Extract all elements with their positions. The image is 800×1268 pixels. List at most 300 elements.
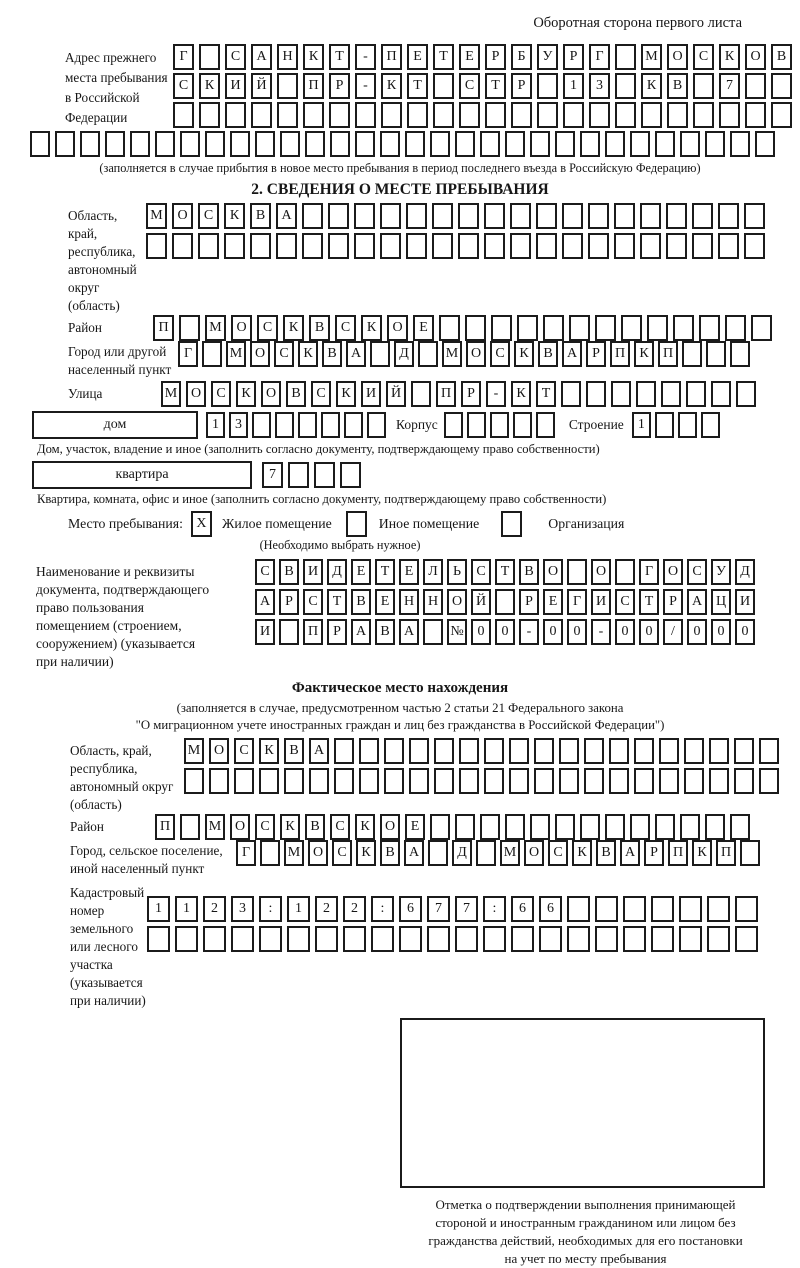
char-cell[interactable] — [719, 102, 740, 128]
char-cell[interactable] — [605, 131, 625, 157]
char-cell[interactable] — [706, 341, 726, 367]
char-cell[interactable]: Е — [407, 44, 428, 70]
char-cell[interactable]: Р — [563, 44, 584, 70]
char-cell[interactable] — [615, 102, 636, 128]
char-cell[interactable] — [621, 315, 642, 341]
char-cell[interactable] — [303, 102, 324, 128]
char-cell[interactable] — [705, 131, 725, 157]
char-cell[interactable] — [147, 926, 170, 952]
char-cell[interactable]: Д — [735, 559, 755, 585]
char-cell[interactable] — [680, 814, 700, 840]
char-cell[interactable]: - — [591, 619, 611, 645]
char-cell[interactable]: В — [279, 559, 299, 585]
char-cell[interactable]: В — [322, 341, 342, 367]
char-cell[interactable]: Р — [485, 44, 506, 70]
char-cell[interactable] — [480, 814, 500, 840]
char-cell[interactable] — [588, 203, 609, 229]
char-cell[interactable]: И — [303, 559, 323, 585]
char-cell[interactable] — [334, 738, 354, 764]
char-cell[interactable] — [428, 840, 448, 866]
char-cell[interactable]: Б — [511, 44, 532, 70]
char-cell[interactable] — [609, 738, 629, 764]
char-cell[interactable]: М — [146, 203, 167, 229]
char-cell[interactable] — [569, 315, 590, 341]
char-cell[interactable] — [735, 926, 758, 952]
char-cell[interactable] — [634, 738, 654, 764]
char-cell[interactable]: О — [663, 559, 683, 585]
char-cell[interactable]: К — [381, 73, 402, 99]
char-cell[interactable]: Д — [394, 341, 414, 367]
char-cell[interactable] — [586, 381, 606, 407]
char-cell[interactable] — [407, 102, 428, 128]
char-cell[interactable]: 6 — [511, 896, 534, 922]
char-cell[interactable] — [661, 381, 681, 407]
char-cell[interactable] — [359, 738, 379, 764]
char-cell[interactable]: Т — [639, 589, 659, 615]
char-cell[interactable]: К — [283, 315, 304, 341]
char-cell[interactable]: И — [255, 619, 275, 645]
char-cell[interactable] — [259, 768, 279, 794]
char-cell[interactable] — [251, 102, 272, 128]
char-cell[interactable]: 0 — [735, 619, 755, 645]
char-cell[interactable]: И — [361, 381, 381, 407]
char-cell[interactable]: В — [250, 203, 271, 229]
char-cell[interactable]: П — [155, 814, 175, 840]
char-cell[interactable]: Г — [178, 341, 198, 367]
char-cell[interactable] — [734, 768, 754, 794]
char-cell[interactable]: Г — [173, 44, 194, 70]
char-cell[interactable] — [284, 768, 304, 794]
char-cell[interactable] — [684, 768, 704, 794]
char-cell[interactable]: К — [303, 44, 324, 70]
char-cell[interactable] — [505, 131, 525, 157]
char-cell[interactable]: С — [255, 814, 275, 840]
char-cell[interactable] — [275, 412, 294, 438]
char-cell[interactable] — [623, 926, 646, 952]
char-cell[interactable]: А — [346, 341, 366, 367]
char-cell[interactable] — [730, 341, 750, 367]
checkbox-organization[interactable] — [501, 511, 522, 537]
char-cell[interactable]: 0 — [567, 619, 587, 645]
char-cell[interactable]: Т — [485, 73, 506, 99]
char-cell[interactable] — [439, 315, 460, 341]
char-cell[interactable] — [476, 840, 496, 866]
char-cell[interactable]: - — [355, 73, 376, 99]
char-cell[interactable]: С — [548, 840, 568, 866]
char-cell[interactable]: А — [276, 203, 297, 229]
char-cell[interactable] — [484, 768, 504, 794]
char-cell[interactable] — [130, 131, 150, 157]
char-cell[interactable] — [534, 738, 554, 764]
char-cell[interactable]: М — [226, 341, 246, 367]
char-cell[interactable]: С — [693, 44, 714, 70]
char-cell[interactable]: Р — [461, 381, 481, 407]
char-cell[interactable]: К — [511, 381, 531, 407]
char-cell[interactable] — [259, 926, 282, 952]
char-cell[interactable] — [559, 768, 579, 794]
char-cell[interactable]: С — [274, 341, 294, 367]
char-cell[interactable] — [509, 768, 529, 794]
char-cell[interactable] — [55, 131, 75, 157]
char-cell[interactable]: Г — [567, 589, 587, 615]
char-cell[interactable] — [725, 315, 746, 341]
char-cell[interactable] — [354, 233, 375, 259]
char-cell[interactable]: Й — [386, 381, 406, 407]
char-cell[interactable] — [430, 131, 450, 157]
char-cell[interactable]: 2 — [343, 896, 366, 922]
char-cell[interactable]: Р — [329, 73, 350, 99]
char-cell[interactable]: А — [620, 840, 640, 866]
char-cell[interactable]: И — [225, 73, 246, 99]
char-cell[interactable] — [411, 381, 431, 407]
char-cell[interactable]: И — [591, 589, 611, 615]
char-cell[interactable]: С — [173, 73, 194, 99]
char-cell[interactable] — [673, 315, 694, 341]
char-cell[interactable]: Р — [511, 73, 532, 99]
char-cell[interactable] — [651, 896, 674, 922]
char-cell[interactable] — [458, 233, 479, 259]
char-cell[interactable] — [736, 381, 756, 407]
char-cell[interactable] — [580, 131, 600, 157]
char-cell[interactable]: В — [375, 619, 395, 645]
char-cell[interactable]: О — [250, 341, 270, 367]
char-cell[interactable]: В — [380, 840, 400, 866]
char-cell[interactable] — [355, 131, 375, 157]
char-cell[interactable] — [684, 738, 704, 764]
char-cell[interactable]: У — [537, 44, 558, 70]
char-cell[interactable]: В — [286, 381, 306, 407]
char-cell[interactable] — [30, 131, 50, 157]
char-cell[interactable] — [434, 738, 454, 764]
char-cell[interactable] — [250, 233, 271, 259]
char-cell[interactable] — [483, 926, 506, 952]
char-cell[interactable]: 2 — [203, 896, 226, 922]
char-cell[interactable] — [511, 926, 534, 952]
char-cell[interactable] — [315, 926, 338, 952]
char-cell[interactable]: А — [251, 44, 272, 70]
char-cell[interactable]: П — [436, 381, 456, 407]
char-cell[interactable]: М — [500, 840, 520, 866]
char-cell[interactable]: - — [355, 44, 376, 70]
char-cell[interactable] — [367, 412, 386, 438]
char-cell[interactable] — [427, 926, 450, 952]
char-cell[interactable] — [513, 412, 532, 438]
char-cell[interactable] — [693, 73, 714, 99]
char-cell[interactable] — [699, 315, 720, 341]
char-cell[interactable]: О — [186, 381, 206, 407]
char-cell[interactable] — [745, 102, 766, 128]
char-cell[interactable]: А — [309, 738, 329, 764]
char-cell[interactable] — [459, 768, 479, 794]
char-cell[interactable] — [344, 412, 363, 438]
char-cell[interactable] — [562, 233, 583, 259]
char-cell[interactable] — [584, 768, 604, 794]
char-cell[interactable] — [509, 738, 529, 764]
char-cell[interactable] — [433, 102, 454, 128]
char-cell[interactable]: / — [663, 619, 683, 645]
char-cell[interactable] — [355, 102, 376, 128]
char-cell[interactable] — [380, 233, 401, 259]
char-cell[interactable] — [432, 203, 453, 229]
char-cell[interactable]: Р — [663, 589, 683, 615]
char-cell[interactable]: С — [615, 589, 635, 615]
char-cell[interactable] — [173, 102, 194, 128]
char-cell[interactable]: В — [284, 738, 304, 764]
char-cell[interactable]: 0 — [471, 619, 491, 645]
char-cell[interactable]: 3 — [231, 896, 254, 922]
char-cell[interactable]: Д — [452, 840, 472, 866]
char-cell[interactable]: Т — [407, 73, 428, 99]
char-cell[interactable]: О — [745, 44, 766, 70]
char-cell[interactable] — [199, 102, 220, 128]
char-cell[interactable]: П — [381, 44, 402, 70]
char-cell[interactable]: 7 — [455, 896, 478, 922]
char-cell[interactable]: Ь — [447, 559, 467, 585]
char-cell[interactable]: Т — [536, 381, 556, 407]
char-cell[interactable] — [718, 203, 739, 229]
char-cell[interactable]: Т — [327, 589, 347, 615]
char-cell[interactable] — [305, 131, 325, 157]
char-cell[interactable]: К — [641, 73, 662, 99]
char-cell[interactable] — [409, 738, 429, 764]
char-cell[interactable] — [510, 203, 531, 229]
checkbox-residential[interactable]: X — [191, 511, 212, 537]
char-cell[interactable] — [105, 131, 125, 157]
char-cell[interactable] — [328, 203, 349, 229]
char-cell[interactable]: В — [351, 589, 371, 615]
char-cell[interactable]: М — [641, 44, 662, 70]
char-cell[interactable]: К — [199, 73, 220, 99]
char-cell[interactable]: К — [572, 840, 592, 866]
char-cell[interactable]: - — [486, 381, 506, 407]
char-cell[interactable] — [203, 926, 226, 952]
char-cell[interactable] — [679, 896, 702, 922]
char-cell[interactable] — [751, 315, 772, 341]
char-cell[interactable] — [459, 738, 479, 764]
char-cell[interactable] — [701, 412, 720, 438]
char-cell[interactable]: М — [284, 840, 304, 866]
char-cell[interactable] — [534, 768, 554, 794]
char-cell[interactable]: Й — [251, 73, 272, 99]
char-cell[interactable] — [409, 768, 429, 794]
char-cell[interactable] — [380, 131, 400, 157]
char-cell[interactable] — [740, 840, 760, 866]
char-cell[interactable]: О — [387, 315, 408, 341]
char-cell[interactable] — [730, 814, 750, 840]
char-cell[interactable] — [480, 131, 500, 157]
char-cell[interactable] — [340, 462, 361, 488]
char-cell[interactable]: О — [261, 381, 281, 407]
char-cell[interactable] — [505, 814, 525, 840]
char-cell[interactable]: 1 — [632, 412, 651, 438]
char-cell[interactable] — [255, 131, 275, 157]
char-cell[interactable] — [634, 768, 654, 794]
char-cell[interactable] — [562, 203, 583, 229]
char-cell[interactable] — [225, 102, 246, 128]
char-cell[interactable] — [224, 233, 245, 259]
char-cell[interactable]: О — [172, 203, 193, 229]
char-cell[interactable] — [647, 315, 668, 341]
char-cell[interactable]: О — [230, 814, 250, 840]
char-cell[interactable] — [434, 768, 454, 794]
char-cell[interactable]: Е — [351, 559, 371, 585]
char-cell[interactable] — [309, 768, 329, 794]
char-cell[interactable] — [184, 768, 204, 794]
char-cell[interactable] — [277, 102, 298, 128]
char-cell[interactable]: Р — [327, 619, 347, 645]
char-cell[interactable]: Г — [236, 840, 256, 866]
char-cell[interactable]: К — [259, 738, 279, 764]
char-cell[interactable] — [430, 814, 450, 840]
char-cell[interactable] — [536, 412, 555, 438]
char-cell[interactable]: Р — [279, 589, 299, 615]
char-cell[interactable]: О — [231, 315, 252, 341]
char-cell[interactable] — [511, 102, 532, 128]
char-cell[interactable] — [693, 102, 714, 128]
char-cell[interactable] — [543, 315, 564, 341]
char-cell[interactable] — [276, 233, 297, 259]
char-cell[interactable]: С — [687, 559, 707, 585]
char-cell[interactable] — [771, 73, 792, 99]
char-cell[interactable]: О — [380, 814, 400, 840]
char-cell[interactable] — [709, 738, 729, 764]
char-cell[interactable] — [615, 73, 636, 99]
char-cell[interactable] — [584, 738, 604, 764]
char-cell[interactable] — [399, 926, 422, 952]
char-cell[interactable]: № — [447, 619, 467, 645]
char-cell[interactable] — [623, 896, 646, 922]
char-cell[interactable]: К — [224, 203, 245, 229]
char-cell[interactable] — [370, 341, 390, 367]
char-cell[interactable] — [418, 341, 438, 367]
char-cell[interactable] — [384, 768, 404, 794]
char-cell[interactable] — [530, 814, 550, 840]
char-cell[interactable] — [459, 102, 480, 128]
char-cell[interactable] — [744, 203, 765, 229]
char-cell[interactable] — [406, 233, 427, 259]
char-cell[interactable]: 0 — [495, 619, 515, 645]
char-cell[interactable]: М — [442, 341, 462, 367]
char-cell[interactable] — [491, 315, 512, 341]
char-cell[interactable] — [636, 381, 656, 407]
char-cell[interactable]: Р — [519, 589, 539, 615]
char-cell[interactable]: В — [667, 73, 688, 99]
char-cell[interactable] — [205, 131, 225, 157]
char-cell[interactable] — [559, 738, 579, 764]
char-cell[interactable] — [709, 768, 729, 794]
char-cell[interactable]: А — [404, 840, 424, 866]
char-cell[interactable]: 7 — [427, 896, 450, 922]
char-cell[interactable]: 3 — [589, 73, 610, 99]
char-cell[interactable] — [330, 131, 350, 157]
char-cell[interactable]: А — [399, 619, 419, 645]
char-cell[interactable]: О — [543, 559, 563, 585]
char-cell[interactable] — [406, 203, 427, 229]
char-cell[interactable]: В — [309, 315, 330, 341]
char-cell[interactable]: К — [280, 814, 300, 840]
char-cell[interactable]: С — [257, 315, 278, 341]
char-cell[interactable]: Е — [399, 559, 419, 585]
char-cell[interactable] — [678, 412, 697, 438]
char-cell[interactable] — [381, 102, 402, 128]
char-cell[interactable] — [314, 462, 335, 488]
char-cell[interactable] — [707, 926, 730, 952]
char-cell[interactable] — [484, 738, 504, 764]
char-cell[interactable] — [80, 131, 100, 157]
char-cell[interactable] — [234, 768, 254, 794]
char-cell[interactable]: О — [308, 840, 328, 866]
char-cell[interactable]: К — [361, 315, 382, 341]
char-cell[interactable] — [735, 896, 758, 922]
char-cell[interactable] — [510, 233, 531, 259]
char-cell[interactable] — [329, 102, 350, 128]
char-cell[interactable]: О — [209, 738, 229, 764]
char-cell[interactable]: В — [538, 341, 558, 367]
char-cell[interactable]: Е — [459, 44, 480, 70]
char-cell[interactable] — [759, 738, 779, 764]
char-cell[interactable] — [537, 102, 558, 128]
char-cell[interactable] — [630, 814, 650, 840]
char-cell[interactable]: К — [336, 381, 356, 407]
char-cell[interactable] — [530, 131, 550, 157]
char-cell[interactable] — [252, 412, 271, 438]
char-cell[interactable] — [666, 203, 687, 229]
char-cell[interactable] — [298, 412, 317, 438]
char-cell[interactable] — [334, 768, 354, 794]
char-cell[interactable] — [609, 768, 629, 794]
char-cell[interactable] — [537, 73, 558, 99]
char-cell[interactable] — [707, 896, 730, 922]
char-cell[interactable]: 0 — [543, 619, 563, 645]
char-cell[interactable] — [692, 203, 713, 229]
char-cell[interactable]: Л — [423, 559, 443, 585]
char-cell[interactable]: Т — [375, 559, 395, 585]
char-cell[interactable] — [614, 233, 635, 259]
char-cell[interactable] — [455, 926, 478, 952]
char-cell[interactable]: 7 — [719, 73, 740, 99]
char-cell[interactable] — [640, 233, 661, 259]
char-cell[interactable] — [423, 619, 443, 645]
char-cell[interactable]: 0 — [639, 619, 659, 645]
char-cell[interactable] — [755, 131, 775, 157]
char-cell[interactable]: 7 — [262, 462, 283, 488]
char-cell[interactable]: А — [255, 589, 275, 615]
char-cell[interactable] — [640, 203, 661, 229]
char-cell[interactable] — [343, 926, 366, 952]
char-cell[interactable] — [484, 203, 505, 229]
char-cell[interactable]: Е — [413, 315, 434, 341]
char-cell[interactable]: П — [658, 341, 678, 367]
char-cell[interactable] — [432, 233, 453, 259]
char-cell[interactable] — [595, 926, 618, 952]
char-cell[interactable] — [745, 73, 766, 99]
char-cell[interactable]: : — [483, 896, 506, 922]
char-cell[interactable]: Ц — [711, 589, 731, 615]
char-cell[interactable]: Д — [327, 559, 347, 585]
char-cell[interactable]: О — [591, 559, 611, 585]
char-cell[interactable] — [458, 203, 479, 229]
char-cell[interactable]: 1 — [175, 896, 198, 922]
char-cell[interactable] — [667, 102, 688, 128]
char-cell[interactable] — [651, 926, 674, 952]
char-cell[interactable] — [433, 73, 454, 99]
char-cell[interactable] — [744, 233, 765, 259]
char-cell[interactable] — [692, 233, 713, 259]
char-cell[interactable] — [231, 926, 254, 952]
char-cell[interactable] — [405, 131, 425, 157]
char-cell[interactable] — [302, 203, 323, 229]
char-cell[interactable]: 0 — [711, 619, 731, 645]
